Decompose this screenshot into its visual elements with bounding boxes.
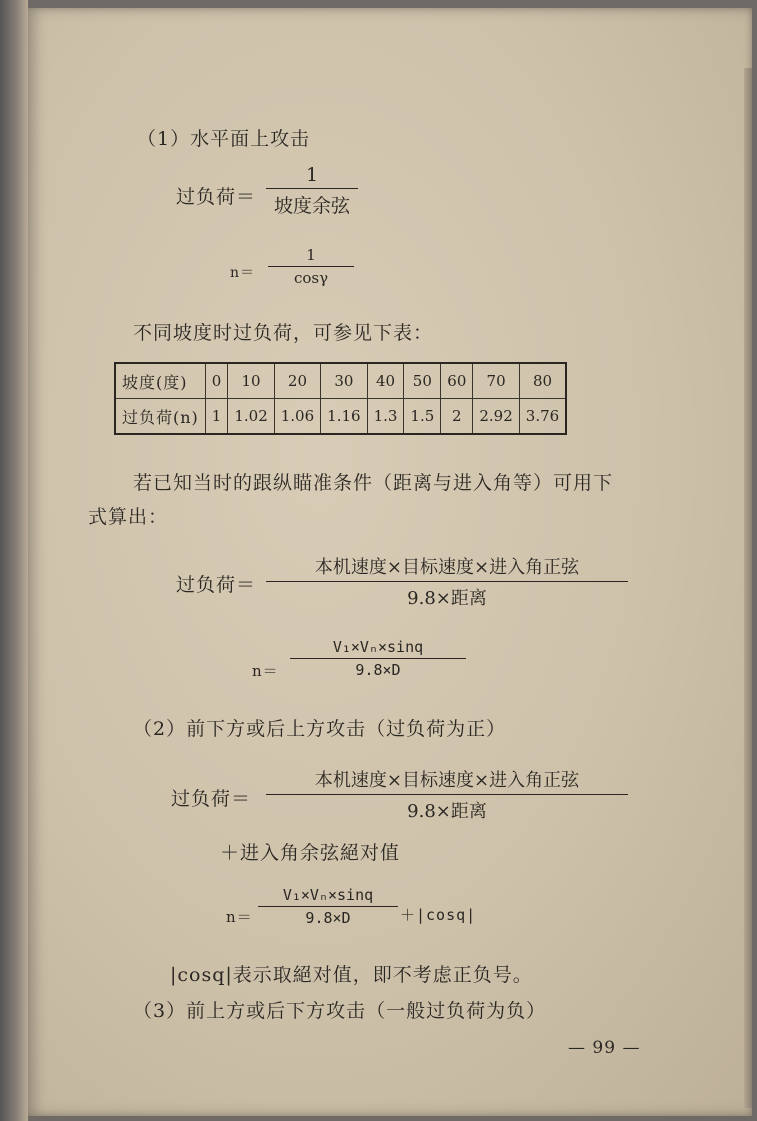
formula1-numerator: 1 bbox=[305, 164, 319, 186]
formula3-n-numerator: V₁×Vₙ×sinq bbox=[282, 886, 374, 904]
formula3-lhs: 过负荷＝ bbox=[171, 788, 252, 810]
formula2-n-fraction bbox=[290, 638, 466, 679]
formula1-denominator: 坡度余弦 bbox=[273, 195, 350, 217]
formula3-n-lhs: n＝ bbox=[226, 908, 253, 926]
table-cell: 1.06 bbox=[274, 399, 320, 435]
formula3-n-fraction bbox=[258, 886, 398, 927]
formula1-n-fraction bbox=[268, 246, 354, 287]
table-cell: 2.92 bbox=[473, 399, 519, 435]
book-spine bbox=[0, 0, 28, 1121]
section-1-heading: （1）水平面上攻击 bbox=[137, 128, 311, 150]
formula3-n-denominator: 9.8×D bbox=[305, 909, 351, 927]
table-cell: 1.5 bbox=[404, 399, 441, 435]
formula3-denominator: 9.8×距离 bbox=[407, 801, 487, 822]
formula3-n-tail: ＋|cosq| bbox=[400, 906, 477, 924]
formula3-numerator: 本机速度×目标速度×进入角正弦 bbox=[314, 770, 580, 791]
load-factor-table bbox=[114, 362, 567, 435]
paragraph-line-2: 式算出： bbox=[88, 506, 169, 528]
table-row bbox=[115, 399, 566, 435]
formula3-fraction bbox=[266, 766, 628, 823]
table-cell: 0 bbox=[205, 363, 228, 399]
formula2-numerator: 本机速度×目标速度×进入角正弦 bbox=[314, 557, 580, 578]
formula1-n-lhs: n＝ bbox=[230, 265, 256, 281]
table-intro: 不同坡度时过负荷，可参见下表： bbox=[133, 322, 434, 344]
page-edge bbox=[744, 68, 752, 1108]
formula3-continuation: ＋进入角余弦絕对值 bbox=[220, 842, 401, 864]
table-cell: 1.3 bbox=[367, 399, 404, 435]
section-3-heading: （3）前上方或后下方攻击（一般过负荷为负） bbox=[133, 1000, 547, 1022]
table-cell: 50 bbox=[404, 363, 441, 399]
section-2-heading: （2）前下方或后上方攻击（过负荷为正） bbox=[133, 718, 507, 740]
table-cell: 1.16 bbox=[321, 399, 367, 435]
table-row bbox=[115, 363, 566, 399]
page-number: — 99 — bbox=[568, 1038, 641, 1058]
table-cell: 1.02 bbox=[228, 399, 274, 435]
row-header: 坡度(度) bbox=[115, 363, 205, 399]
formula1-n-denominator: cosγ bbox=[293, 269, 329, 287]
table-cell: 40 bbox=[367, 363, 404, 399]
formula2-lhs: 过负荷＝ bbox=[176, 574, 257, 596]
table-cell: 3.76 bbox=[519, 399, 566, 435]
fraction-bar bbox=[266, 581, 628, 582]
paragraph-line-1: 若已知当时的跟纵瞄准条件（距离与进入角等）可用下 bbox=[133, 472, 614, 494]
table-cell: 10 bbox=[228, 363, 274, 399]
formula2-denominator: 9.8×距离 bbox=[407, 588, 487, 609]
formula1-fraction bbox=[266, 164, 358, 218]
fraction-bar bbox=[258, 906, 398, 907]
table-cell: 2 bbox=[441, 399, 473, 435]
table-cell: 20 bbox=[274, 363, 320, 399]
table-cell: 80 bbox=[519, 363, 566, 399]
abs-value-note: |cosq|表示取絕对值，即不考虑正负号。 bbox=[170, 964, 533, 986]
table-cell: 70 bbox=[473, 363, 519, 399]
formula2-n-lhs: n＝ bbox=[252, 662, 279, 680]
formula2-n-numerator: V₁×Vₙ×sinq bbox=[332, 638, 424, 656]
table-cell: 1 bbox=[205, 399, 228, 435]
formula1-n-numerator: 1 bbox=[306, 246, 316, 264]
formula1-lhs: 过负荷＝ bbox=[176, 186, 257, 208]
row-header: 过负荷(n) bbox=[115, 399, 205, 435]
fraction-bar bbox=[266, 188, 358, 189]
fraction-bar bbox=[266, 794, 628, 795]
fraction-bar bbox=[268, 266, 354, 267]
formula2-n-denominator: 9.8×D bbox=[355, 661, 401, 679]
fraction-bar bbox=[290, 658, 466, 659]
table-cell: 60 bbox=[441, 363, 473, 399]
table-cell: 30 bbox=[321, 363, 367, 399]
formula2-fraction bbox=[266, 553, 628, 610]
